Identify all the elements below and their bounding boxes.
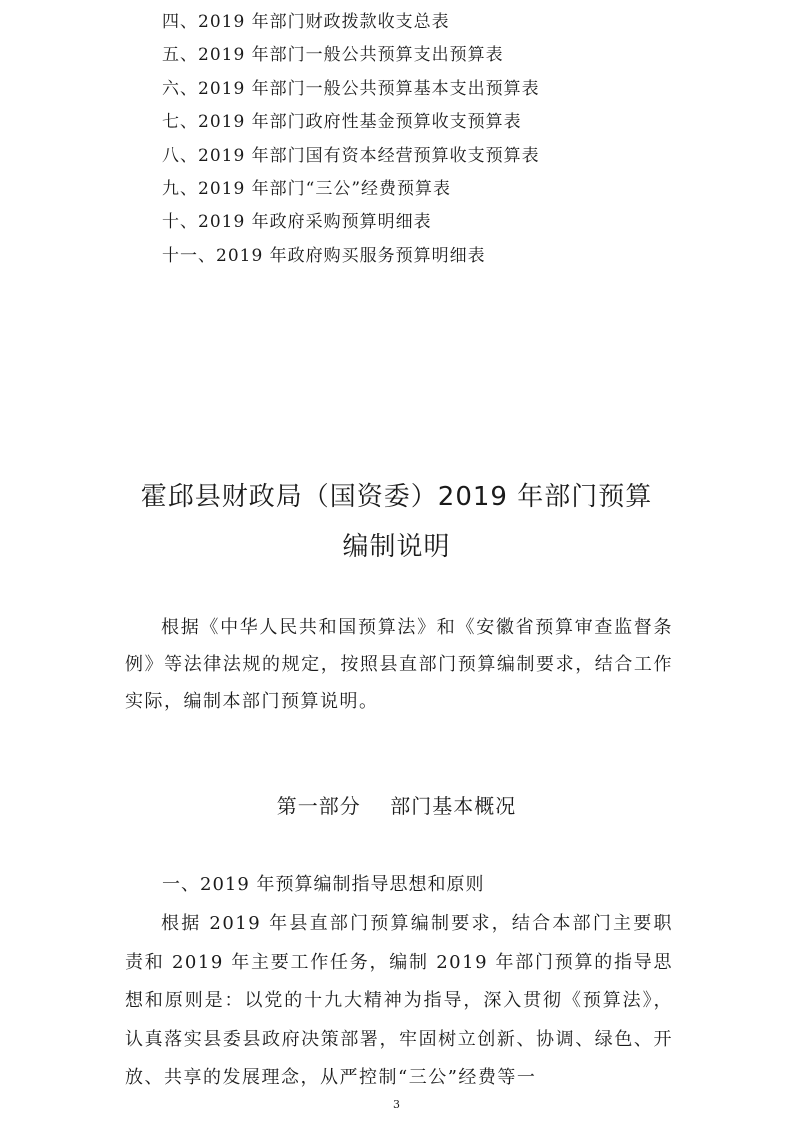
toc-item: 五、2019 年部门一般公共预算支出预算表 [162,45,504,66]
toc-item: 四、2019 年部门财政拨款收支总表 [162,12,450,32]
toc-list [162,6,540,273]
subsection-heading: 一、2019 年预算编制指导思想和原则 [162,874,485,895]
toc-item: 七、2019 年部门政府性基金预算收支预算表 [162,112,522,133]
intro-paragraph: 根据《中华人民共和国预算法》和《安徽省预算审查监督条例》等法律法规的规定，按照县直部门预算编制要求，结合工作实际，编制本部门预算说明。 [125,617,673,712]
document-title-line2: 编制说明 [342,532,451,562]
toc-item: 十、2019 年政府采购预算明细表 [162,212,432,233]
toc-item: 六、2019 年部门一般公共预算基本支出预算表 [162,78,540,99]
toc-item: 十一、2019 年政府购买服务预算明细表 [162,245,486,266]
section-heading: 第一部分 部门基本概况 [276,794,517,818]
toc-item: 八、2019 年部门国有资本经营预算收支预算表 [162,145,540,166]
toc-item: 九、2019 年部门“三公”经费预算表 [162,178,452,199]
body-paragraph: 根据 2019 年县直部门预算编制要求，结合本部门主要职责和 2019 年主要工作任务，编制 2019 年部门预算的指导思想和原则是：以党的十九大精神为指导，深入贯彻《预算法》，认真落实县委县政府决策部署，牢固树立创新、协调、绿色、开放、共享的发展理念，从严控制“三公”经费等一 [125,913,673,1088]
document-title: 霍邱县财政局（国资委）2019 年部门预算 [140,482,653,512]
page-number: 3 [393,1098,400,1111]
